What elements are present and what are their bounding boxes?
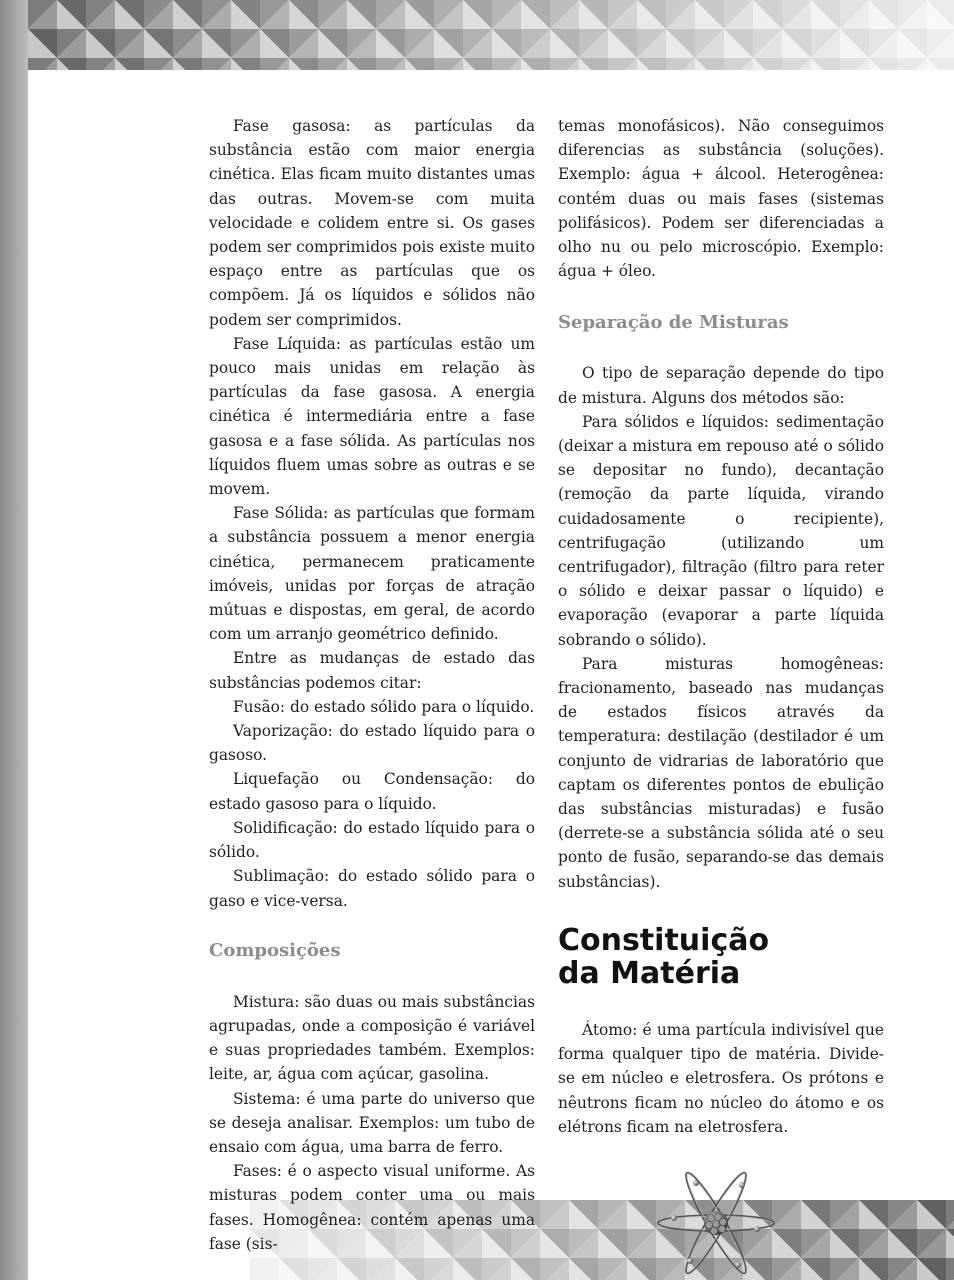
left-column — [209, 114, 535, 1256]
paragraph-fases: Fases: é o aspecto visual uniforme. As misturas podem conter uma ou mais fases. Homogênea: contém apenas uma fase (sis- — [209, 1162, 535, 1253]
paragraph-mudancas-estado: Entre as mudanças de estado das substâncias podemos citar: — [209, 649, 535, 692]
paragraph-liquefacao: Liquefação ou Condensação: do estado gasoso para o líquido. — [209, 770, 535, 813]
paragraph-sistema: Sistema: é uma parte do universo que se deseja analisar. Exemplos: um tubo de ensaio com água, uma barra de ferro. — [209, 1089, 535, 1156]
paragraph-fase-liquida: Fase Líquida: as partículas estão um pouco mais unidas em relação às partículas da fase gasosa. A energia cinética é intermediária entre a fase gasosa e a fase sólida. As partículas nos líquidos fluem umas sobre as outras e se movem. — [209, 334, 535, 499]
left-edge-bar — [0, 0, 28, 1280]
paragraph-atomo: Átomo: é uma partícula indivisível que forma qualquer tipo de matéria. Divide-se em núcleo e eletrosfera. Os prótons e nêutrons ficam no núcleo do átomo e os elétrons ficam na eletrosfera. — [558, 1020, 884, 1136]
chapter-title-line2: da Matéria — [558, 955, 741, 991]
right-column — [558, 114, 884, 1285]
section-heading-separacao: Separação de Misturas — [558, 312, 789, 334]
atom-icon — [656, 1165, 776, 1281]
paragraph-fases-continuation: temas monofásicos). Não conseguimos diferencias as substância (soluções). Exemplo: água + álcool. Heterogênea: contém duas ou mais fases (sistemas polifásicos). Podem ser diferenciadas a olho nu ou pelo microscópio. Exemplo: água + óleo. — [558, 117, 884, 281]
paragraph-vaporizacao: Vaporização: do estado líquido para o gasoso. — [209, 722, 535, 765]
section-heading-composicoes: Composições — [209, 939, 341, 961]
paragraph-misturas-homogeneas: Para misturas homogêneas: fracionamento, baseado nas mudanças de estados físicos através da temperatura: destilação (destilador é um conjunto de vidrarias de laboratório que captam os diferentes pontos de ebulição das substâncias misturadas) e fusão (derrete-se a substância sólida até o seu ponto de fusão, separando-se das demais substâncias). — [558, 654, 884, 891]
paragraph-solidos-liquidos: Para sólidos e líquidos: sedimentação (deixar a mistura em repouso até o sólido se depositar no fundo), decantação (remoção da parte líquida, virando cuidadosamente o recipiente), centrifugação (utilizando um centrifugador), filtração (filtro para reter o sólido e deixar passar o líquido) e evaporação (evaporar a parte líquida sobrando o sólido). — [558, 412, 884, 649]
paragraph-mistura: Mistura: são duas ou mais substâncias agrupadas, onde a composição é variável e suas propriedades também. Exemplos: leite, ar, água com açúcar, gasolina. — [209, 992, 535, 1084]
top-decorative-pattern — [28, 0, 954, 70]
paragraph-solidificacao: Solidificação: do estado líquido para o sólido. — [209, 818, 535, 862]
paragraph-fase-gasosa: Fase gasosa: as partículas da substância estão com maior energia cinética. Elas ficam muito distantes umas das outras. Movem-se com muita velocidade e colidem entre si. Os gases podem ser comprimidos pois existe muito espaço entre as partículas que os compõem. Já os líquidos e sólidos não podem ser comprimidos. — [209, 117, 535, 329]
paragraph-sublimacao: Sublimação: do estado sólido para o gaso e vice-versa. — [209, 867, 535, 910]
chapter-title — [558, 924, 884, 990]
paragraph-fase-solida: Fase Sólida: as partículas que formam a substância possuem a menor energia cinética, permanecem praticamente imóveis, unidas por forças de atração mútuas e dispostas, em geral, de acordo com um arranjo geométrico definido. — [209, 504, 535, 644]
chapter-title-line1: Constituição — [558, 922, 770, 958]
paragraph-tipo-separacao: O tipo de separação depende do tipo de mistura. Alguns dos métodos são: — [558, 364, 884, 407]
paragraph-fusao: Fusão: do estado sólido para o líquido. — [233, 697, 535, 716]
